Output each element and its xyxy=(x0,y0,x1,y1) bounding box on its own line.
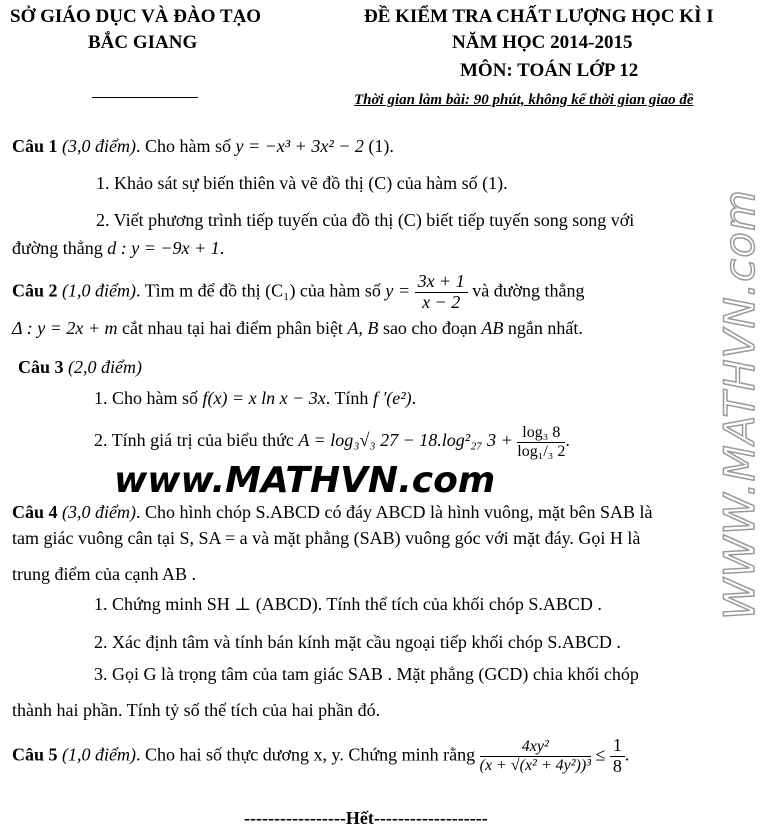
q5-lhs-fraction: $\frac{\text{4xy²}}{\text{(x + √(x² + 4y²))³}}$ xyxy=(479,738,591,774)
watermark-horizontal: www.MATHVN.com xyxy=(114,460,496,501)
department-name: SỞ GIÁO DỤC VÀ ĐÀO TẠO xyxy=(10,6,262,27)
subject: MÔN: TOÁN LỚP 12 xyxy=(460,60,639,81)
header-divider xyxy=(92,97,198,98)
q2-fraction: $\frac{3x + 1}{x - 2}$ xyxy=(415,272,468,313)
q1-label: Câu 1 xyxy=(12,136,58,156)
q4-line3: trung điểm của cạnh AB . xyxy=(12,564,196,584)
q2-points: (1,0 điểm) xyxy=(62,280,136,301)
q4-item3: 3. Gọi G là trọng tâm của tam giác SAB . Mặt phẳng (GCD) chia khối chóp xyxy=(94,664,639,684)
q3-line xyxy=(18,357,142,378)
q1-intro: . Cho hàm số xyxy=(136,136,232,156)
q3-label: Câu 3 xyxy=(18,357,64,377)
q4-line1: Câu 4 (3,0 điểm). Cho hình chóp S.ABCD có đáy ABCD là hình vuông, mặt bên SAB là xyxy=(12,502,653,522)
q1-item2: 2. Viết phương trình tiếp tuyến của đồ thị (C) biết tiếp tuyến song song với xyxy=(96,210,635,230)
q5-label: Câu 5 xyxy=(12,744,58,765)
q5-line: Câu 5 (1,0 điểm). Cho hai số thực dương x, y. Chứng minh rằng $\frac{\text{4xy²}}{\text{(x + √(x² + 4y²))³}}$ ≤ $\frac{1}{8}$ . xyxy=(12,735,630,776)
province-name: BẮC GIANG xyxy=(88,32,198,53)
q4-line2: tam giác vuông cân tại S, SA = a và mặt phẳng (SAB) vuông góc với mặt đáy. Gọi H là xyxy=(12,528,641,548)
q4-item1: 1. Chứng minh SH ⊥ (ABCD). Tính thể tích của khối chóp S.ABCD . xyxy=(94,594,602,614)
exam-title: ĐỀ KIỂM TRA CHẤT LƯỢNG HỌC KÌ I xyxy=(364,6,714,27)
q1-line xyxy=(12,136,394,157)
q1-ref: (1). xyxy=(368,136,394,156)
end-marker: -----------------Hết------------------- xyxy=(244,808,488,828)
q4-label: Câu 4 xyxy=(12,502,58,522)
q3-points: (2,0 điểm) xyxy=(68,357,142,377)
q4-item2: 2. Xác định tâm và tính bán kính mặt cầu ngoại tiếp khối chóp S.ABCD . xyxy=(94,632,621,652)
q1-line-d: d : y = −9x + 1 xyxy=(107,238,220,258)
q2-line1: Câu 2 (1,0 điểm). Tìm m để đồ thị (C₁) của hàm số y = $\frac{3x + 1}{x - 2}$ và đường thẳng xyxy=(12,271,585,312)
q2-label: Câu 2 xyxy=(12,280,58,301)
q2-line2: Δ : y = 2x + m cắt nhau tại hai điểm phân biệt A, B sao cho đoạn AB ngắn nhất. xyxy=(12,318,583,338)
q2-delta: Δ : y = 2x + m xyxy=(12,318,118,338)
q5-rhs-fraction: $\frac{1}{8}$ xyxy=(610,736,625,777)
q1-function: y = −x³ + 3x² − 2 xyxy=(235,136,364,156)
q4-points: (3,0 điểm) xyxy=(62,502,136,522)
q4-item3-cont: thành hai phần. Tính tỷ số thể tích của hai phần đó. xyxy=(12,700,381,720)
q1-item1: 1. Khảo sát sự biến thiên và vẽ đồ thị (C) của hàm số (1). xyxy=(96,173,508,193)
q1-item2-cont: đường thẳng d : y = −9x + 1. xyxy=(12,238,225,258)
q1-points: (3,0 điểm) xyxy=(62,136,136,156)
q3-item2: 2. Tính giá trị của biểu thức A = log₃√₃ 27 − 18.log²₂₇ 3 + $\frac{\text{log₃ 8}}{\text{log₁/₃ 2}}$ . xyxy=(94,424,570,460)
q3-item1: 1. Cho hàm số f(x) = x ln x − 3x. Tính f '(e²). xyxy=(94,388,417,408)
q3-fraction: $\frac{\text{log₃ 8}}{\text{log₁/₃ 2}}$ xyxy=(517,424,566,460)
q5-points: (1,0 điểm) xyxy=(62,744,136,765)
time-note: Thời gian làm bài: 90 phút, không kể thời gian giao đề xyxy=(354,92,694,108)
watermark-vertical: WWW.MATHVN.com xyxy=(715,189,764,620)
school-year: NĂM HỌC 2014-2015 xyxy=(452,32,633,53)
